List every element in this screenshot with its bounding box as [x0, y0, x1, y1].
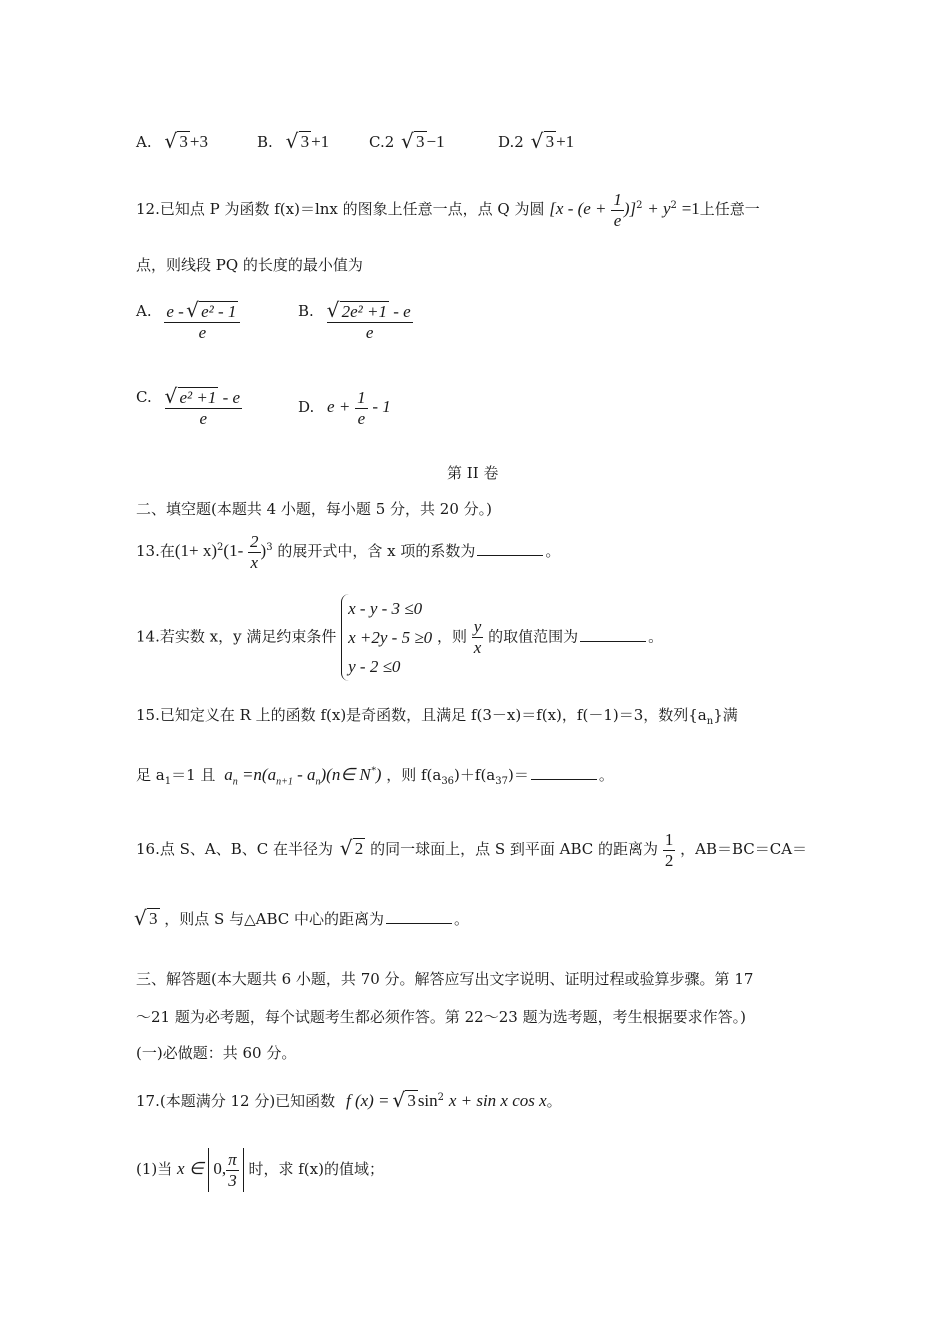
q16-line1: 16.点 S、A、B、C 在半径为 √ 2 的同一球面上，点 S 到平面 ABC 的距离为 $\frac{1}{2}$ ，AB＝BC＝CA＝ [136, 830, 807, 870]
q11-option-c: C.2 √ 3 −1 [369, 132, 445, 152]
q11-option-b: B. √ 3 +1 [257, 132, 329, 152]
q11-option-d: D.2 √ 3 +1 [498, 132, 574, 152]
q11-option-a: A. √ 3 +3 [136, 132, 208, 152]
q15-answer-blank [531, 779, 597, 780]
q11-a-radicand: 3 [179, 132, 188, 151]
q14: 14.若实数 x，y 满足约束条件 x - y - 3 ≤0 x +2y - 5 ≥0 y - 2 ≤0 ，则 $\frac{y}{x}$ 的取值范围为 。 [136, 594, 663, 681]
q14-constraint-system: x - y - 3 ≤0 x +2y - 5 ≥0 y - 2 ≤0 [341, 594, 432, 681]
q12-option-a: A. $\frac{\text{e - √ e² - 1}}{e}$ [136, 302, 240, 342]
section3-line2: ～21 题为必考题，每个试题考生都必须作答。第 22～23 题为选考题，考生根据要求作答。) [136, 1008, 746, 1026]
q13-answer-blank [477, 555, 543, 556]
q14-answer-blank [580, 641, 646, 642]
section2-header: 二、填空题(本题共 4 小题，每小题 5 分，共 20 分。) [136, 500, 492, 518]
section2-title: 第 II 卷 [447, 464, 499, 482]
q15-line2: 足 $a_1=1$ 且 $a_n =n(a_{n+1}$ - $a_n)(n\in$ N*) ，则 $f(a_{36})+f(a_{37})=$ 。 [136, 765, 614, 788]
q17-part1: (1)当 x ∈ 0, $\frac{\pi}{3}$ 时，求 f(x)的值域； [136, 1148, 384, 1192]
q12-option-b: B. √ $\frac{\text{2e² +1 - e}}{e}$ [298, 302, 413, 342]
q12-option-c: C. √ $\frac{\text{e² +1 - e}}{e}$ [136, 388, 242, 428]
q12-stem-line2: 点，则线段 PQ 的长度的最小值为 [136, 256, 363, 274]
section3-line3: (一)必做题：共 60 分。 [136, 1044, 297, 1062]
q15-line1: 15.已知定义在 R 上的函数 f(x)是奇函数，且满足 f(3－x)＝f(x)，f(－1)＝3，数列$\{a_n\}$满 [136, 706, 738, 727]
q13: 13.在$(1+ x)^2(1-$ $\frac{2}{x}$ )$^3$ 的展开式中，含 x 项的系数为 。 [136, 532, 561, 572]
q17-stem: 17.(本题满分 12 分)已知函数 f (x) = √ 3 $\sin^2 x + \sin x$ cos x。 [136, 1090, 562, 1111]
q12-stem-line1: 12.已知点 P 为函数 f(x)＝lnx 的图象上任意一点，点 Q 为圆 [x - (e + $\frac{1}{e}$ )]$^2 + y^2 =1$上任意一 [136, 190, 760, 230]
q16-answer-blank [386, 923, 452, 924]
section3-line1: 三、解答题(本大题共 6 小题，共 70 分。解答应写出文字说明、证明过程或验算步骤。第 17 [136, 970, 754, 988]
q12-option-d: D. e + $\frac{1}{e}$ - 1 [298, 388, 391, 428]
q16-line2: √ 3 ，则点 S 与△ABC 中心的距离为 。 [136, 908, 469, 929]
